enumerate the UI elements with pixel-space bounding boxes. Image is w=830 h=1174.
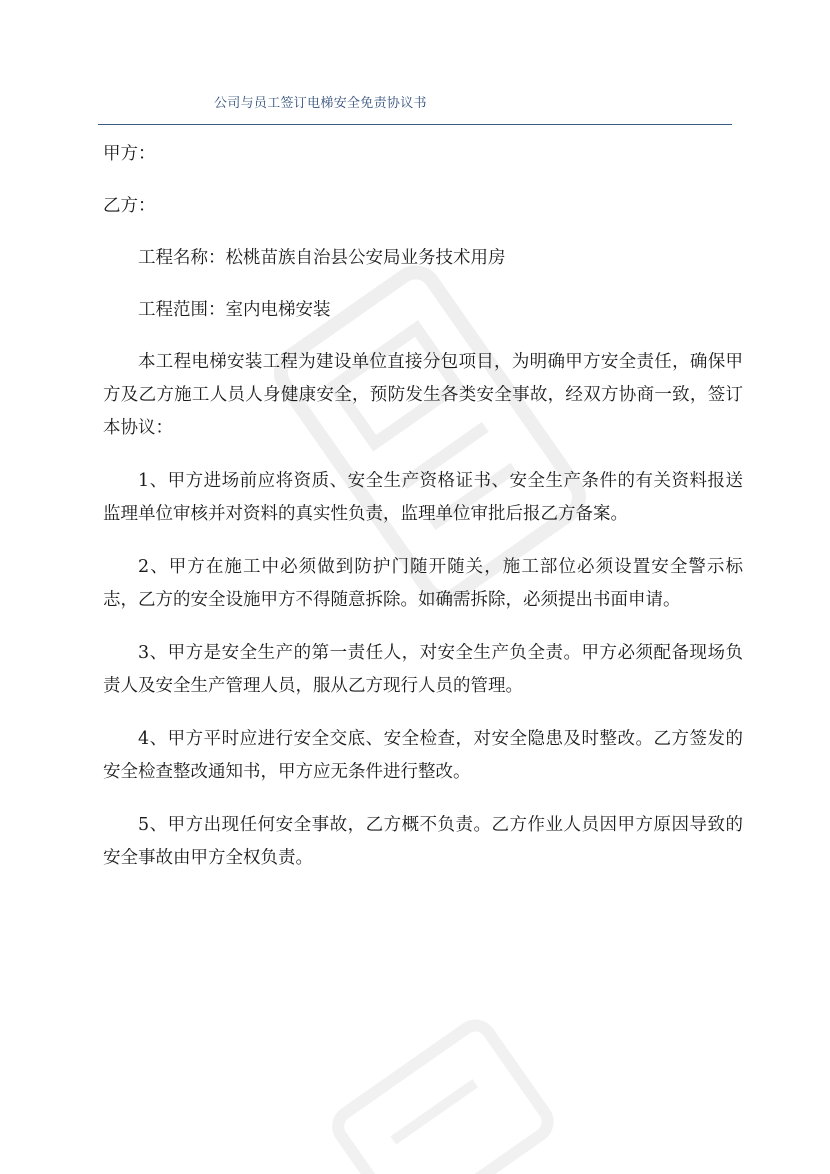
project-scope: 工程范围：室内电梯安装 — [138, 300, 331, 320]
project-name: 工程名称：松桃苗族自治县公安局业务技术用房 — [138, 248, 506, 268]
clause-3: 3、甲方是安全生产的第一责任人，对安全生产负全责。甲方必须配备现场负责人及安全生产管理人员，服从乙方现行人员的管理。 — [103, 643, 743, 696]
clause-5: 5、甲方出现任何安全事故，乙方概不负责。乙方作业人员因甲方原因导致的安全事故由甲方全权负责。 — [103, 815, 743, 868]
clause-2: 2、甲方在施工中必须做到防护门随开随关，施工部位必须设置安全警示标志，乙方的安全设施甲方不得随意拆除。如确需拆除，必须提出书面申请。 — [103, 557, 743, 610]
document-body — [103, 138, 743, 895]
party-a-label: 甲方： — [103, 144, 156, 164]
watermark-icon — [304, 991, 576, 1174]
document-header-title: 公司与员工签订电梯安全免责协议书 — [214, 96, 427, 111]
clause-4: 4、甲方平时应进行安全交底、安全检查，对安全隐患及时整改。乙方签发的安全检查整改通知书，甲方应无条件进行整改。 — [103, 729, 743, 782]
party-b-label: 乙方： — [103, 196, 156, 216]
clause-1: 1、甲方进场前应将资质、安全生产资格证书、安全生产条件的有关资料报送监理单位审核并对资料的真实性负责，监理单位审批后报乙方备案。 — [103, 471, 743, 524]
header-divider — [98, 124, 732, 125]
intro-paragraph: 本工程电梯安装工程为建设单位直接分包项目，为明确甲方安全责任，确保甲方及乙方施工人员人身健康安全，预防发生各类安全事故，经双方协商一致，签订本协议： — [103, 352, 743, 438]
